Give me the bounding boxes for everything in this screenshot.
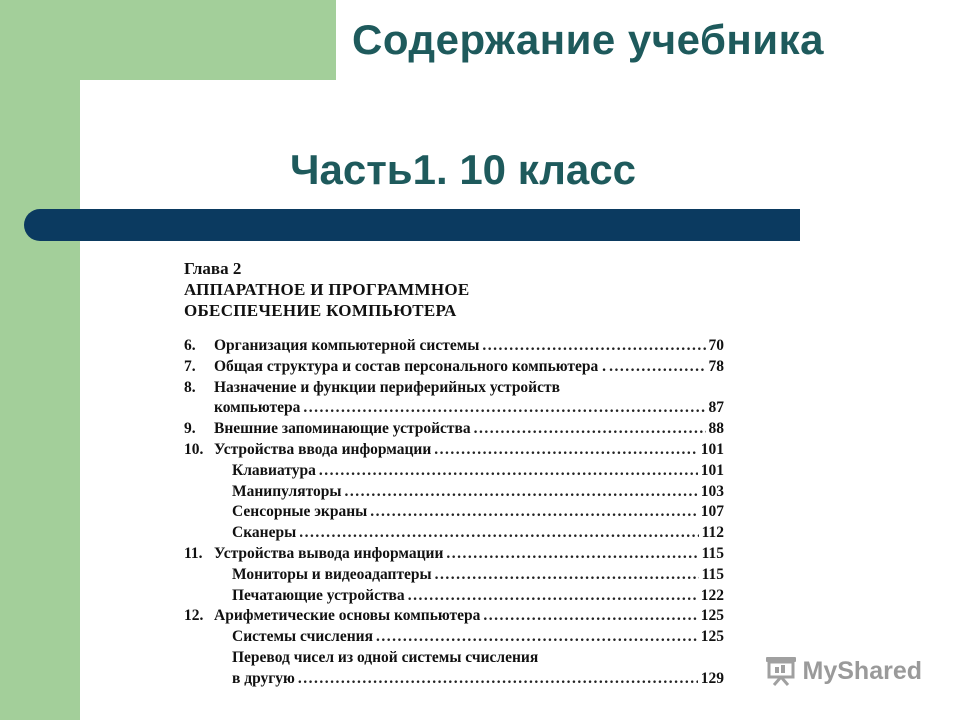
chapter-label: Глава 2 [184, 259, 242, 278]
toc-dot-leader [370, 502, 697, 523]
presentation-icon [765, 656, 797, 686]
toc-entry [184, 482, 724, 503]
toc-entry [184, 398, 724, 419]
toc-entry [184, 378, 724, 399]
toc-entry-page: 129 [700, 669, 724, 687]
toc-entry-page: 115 [701, 544, 724, 562]
toc-dot-leader [435, 565, 699, 586]
toc-entry-page: 125 [700, 628, 724, 646]
toc-entry [184, 523, 724, 544]
toc-entry [184, 502, 724, 523]
toc-entry [184, 606, 724, 627]
toc-entry-title: Манипуляторы [232, 482, 342, 500]
toc-entry-title: Сканеры [232, 524, 297, 542]
toc-entry-title: Организация компьютерной системы [214, 337, 480, 354]
slide-title: Содержание учебника [352, 16, 824, 63]
toc-dot-leader [298, 669, 698, 690]
slide-subtitle: Часть1. 10 класс [290, 146, 636, 193]
toc-entry-number: 7. [184, 357, 196, 375]
toc-entry-page: 78 [708, 357, 724, 375]
toc-entry-title: Печатающие устройства [232, 586, 405, 604]
toc-entry-page: 87 [708, 399, 724, 417]
toc-entry-page: 125 [700, 607, 724, 625]
chapter-title-line-1: АППАРАТНОЕ И ПРОГРАММНОЕ [184, 280, 470, 299]
toc-entry-page: 112 [701, 524, 724, 542]
toc-entry-page: 70 [708, 337, 724, 354]
toc-dot-leader [408, 586, 698, 607]
toc-entry [184, 648, 724, 669]
toc-dot-leader [319, 461, 698, 482]
toc-entry-title: Мониторы и видеоадаптеры [232, 565, 432, 583]
toc-entry-title: Назначение и функции периферийных устройств [214, 378, 560, 396]
toc-entry-page: 122 [700, 586, 724, 604]
toc-entry [184, 336, 724, 357]
toc-entry-title: Общая структура и состав персонального компьютера . [214, 357, 607, 375]
toc-entry [184, 669, 724, 690]
divider-bar [24, 209, 800, 241]
toc-entry-number: 12. [184, 607, 204, 625]
toc-entry-title: Арифметические основы компьютера [214, 607, 481, 625]
toc-entry-title: Внешние запоминающие устройства [214, 420, 471, 438]
toc-entry-title: Системы счисления [232, 628, 373, 646]
toc-entry-title: компьютера [214, 399, 301, 417]
toc-dot-leader [434, 440, 697, 461]
toc-entries [184, 336, 724, 690]
toc-entry-page: 107 [700, 503, 724, 521]
toc-entry [184, 544, 724, 565]
toc-dot-leader [483, 606, 697, 627]
toc-entry-title: Клавиатура [232, 461, 316, 479]
toc-entry [184, 419, 724, 440]
chapter-title-line-2: ОБЕСПЕЧЕНИЕ КОМПЬЮТЕРА [184, 301, 457, 320]
toc-entry-number: 9. [184, 420, 196, 438]
toc-dot-leader [482, 336, 705, 357]
rounded-corner [80, 80, 140, 140]
left-green-band [0, 0, 80, 720]
toc-entry [184, 565, 724, 586]
toc-entry-page: 101 [700, 440, 724, 458]
toc-entry-title: Устройства ввода информации [214, 440, 432, 458]
toc-entry [184, 627, 724, 648]
toc-entry [184, 461, 724, 482]
toc-entry-page: 103 [700, 482, 724, 500]
top-green-band [80, 0, 336, 80]
toc-entry-page: 101 [700, 461, 724, 479]
toc-entry-title: Сенсорные экраны [232, 503, 368, 521]
toc-dot-leader [609, 357, 705, 378]
toc-dot-leader [474, 419, 706, 440]
toc-entry [184, 357, 724, 378]
watermark-text: MyShared [802, 656, 922, 685]
toc-dot-leader [345, 482, 698, 503]
toc-entry-title: в другую [232, 669, 295, 687]
toc-entry-number: 10. [184, 440, 204, 458]
table-of-contents [184, 258, 724, 690]
myshared-watermark [765, 656, 922, 686]
toc-entry-number: 6. [184, 337, 196, 354]
toc-entry-number: 8. [184, 378, 196, 396]
toc-entry-page: 88 [708, 420, 724, 438]
toc-dot-leader [299, 523, 698, 544]
toc-dot-leader [303, 398, 705, 419]
toc-entry-title: Устройства вывода информации [214, 544, 444, 562]
toc-entry-title: Перевод чисел из одной системы счисления [232, 648, 539, 666]
toc-entry-number: 11. [184, 544, 203, 562]
toc-entry-page: 115 [701, 565, 724, 583]
toc-entry [184, 440, 724, 461]
toc-entry [184, 586, 724, 607]
toc-dot-leader [376, 627, 698, 648]
toc-dot-leader [446, 544, 698, 565]
